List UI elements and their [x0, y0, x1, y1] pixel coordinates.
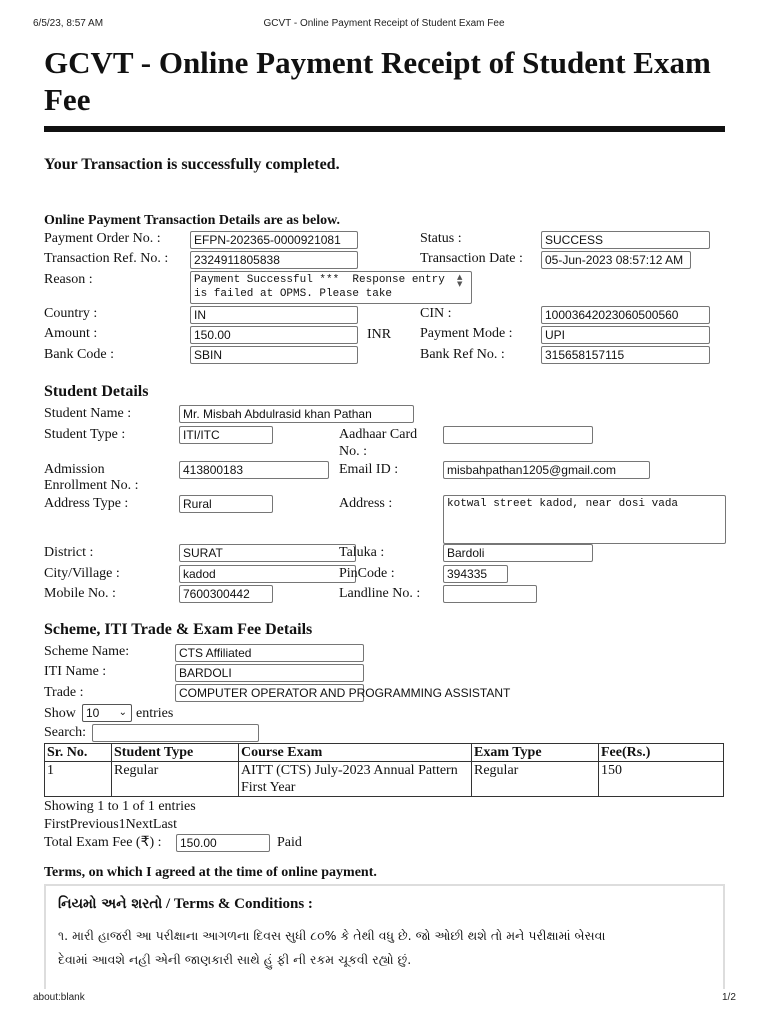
fee-table [44, 743, 724, 797]
total-fee-label: Total Exam Fee (₹) : [44, 835, 162, 850]
total-fee-field[interactable]: 150.00 [176, 834, 270, 852]
cell-student-type: Regular [112, 762, 239, 797]
scheme-heading: Scheme, ITI Trade & Exam Fee Details [44, 621, 313, 638]
table-header-row [45, 744, 724, 762]
col-course-exam[interactable]: Course Exam [239, 744, 472, 762]
iti-name-field[interactable]: BARDOLI [175, 664, 364, 682]
terms-heading: Terms, on which I agreed at the time of online payment. [44, 865, 377, 880]
terms-title [58, 896, 313, 913]
print-title: GCVT - Online Payment Receipt of Student Exam Fee [263, 18, 505, 29]
payment-heading: Online Payment Transaction Details are as below. [44, 213, 340, 228]
mobile-label: Mobile No. : [44, 586, 116, 601]
table-row [45, 762, 724, 797]
showing-entries: Showing 1 to 1 of 1 entries [44, 799, 196, 814]
aadhaar-label-2: No. : [339, 444, 367, 459]
terms-title-gujarati: નિયમો અને શરતો [58, 896, 163, 912]
admission-field[interactable]: 413800183 [179, 461, 329, 479]
address-type-label: Address Type : [44, 496, 129, 511]
show-label: Show [44, 706, 76, 721]
order-no-field[interactable]: EFPN-202365-0000921081 [190, 231, 358, 249]
txn-date-field[interactable]: 05-Jun-2023 08:57:12 AM [541, 251, 691, 269]
status-label: Status : [420, 231, 462, 246]
col-sr-no[interactable]: Sr. No. [45, 744, 112, 762]
bank-ref-field[interactable]: 315658157115 [541, 346, 710, 364]
page-title: GCVT - Online Payment Receipt of Student Exam Fee [44, 45, 711, 117]
taluka-label: Taluka : [339, 545, 385, 560]
status-field[interactable]: SUCCESS [541, 231, 710, 249]
reason-field[interactable]: Payment Successful *** Response entry is failed at OPMS. Please take [190, 271, 472, 304]
pincode-label: PinCode : [339, 566, 395, 581]
bank-code-label: Bank Code : [44, 347, 114, 362]
col-exam-type[interactable]: Exam Type [472, 744, 599, 762]
order-no-label: Payment Order No. : [44, 231, 161, 246]
terms-box [44, 884, 725, 989]
trade-label: Trade : [44, 685, 84, 700]
chevron-down-icon: ⌄ [118, 707, 127, 718]
student-name-field[interactable]: Mr. Misbah Abdulrasid khan Pathan [179, 405, 414, 423]
address-type-field[interactable]: Rural [179, 495, 273, 513]
cell-fee: 150 [599, 762, 724, 797]
txn-date-label: Transaction Date : [420, 251, 523, 266]
cell-course-exam: AITT (CTS) July-2023 Annual Pattern First Year [239, 762, 472, 797]
country-label: Country : [44, 306, 98, 321]
address-label: Address : [339, 496, 393, 511]
city-label: City/Village : [44, 566, 120, 581]
print-datetime: 6/5/23, 8:57 AM [33, 18, 104, 29]
entries-select-value: 10 [86, 706, 100, 720]
cin-label: CIN : [420, 306, 452, 321]
admission-label-2: Enrollment No. : [44, 478, 139, 493]
student-name-label: Student Name : [44, 406, 132, 421]
scheme-name-field[interactable]: CTS Affiliated [175, 644, 364, 662]
entries-label: entries [136, 706, 174, 721]
aadhaar-field[interactable] [443, 426, 593, 444]
search-input[interactable] [92, 724, 259, 742]
email-label: Email ID : [339, 462, 399, 477]
col-fee[interactable]: Fee(Rs.) [599, 744, 724, 762]
cell-exam-type: Regular [472, 762, 599, 797]
reason-label: Reason : [44, 272, 93, 287]
country-field[interactable]: IN [190, 306, 358, 324]
taluka-field[interactable]: Bardoli [443, 544, 593, 562]
district-field[interactable]: SURAT [179, 544, 356, 562]
landline-label: Landline No. : [339, 586, 421, 601]
landline-field[interactable] [443, 585, 537, 603]
txn-ref-label: Transaction Ref. No. : [44, 251, 169, 266]
col-student-type[interactable]: Student Type [112, 744, 239, 762]
mobile-field[interactable]: 7600300442 [179, 585, 273, 603]
bank-code-field[interactable]: SBIN [190, 346, 358, 364]
currency-label: INR [367, 327, 392, 342]
amount-field[interactable]: 150.00 [190, 326, 358, 344]
mode-label: Payment Mode : [420, 326, 513, 341]
success-message: Your Transaction is successfully completed. [44, 156, 340, 173]
student-type-field[interactable]: ITI/ITC [179, 426, 273, 444]
bank-ref-label: Bank Ref No. : [420, 347, 505, 362]
reason-scroll-arrows[interactable]: ▲ ▼ [457, 273, 463, 288]
paid-label: Paid [277, 835, 302, 850]
terms-line-2: દેવામાં આવશે નહી એની જાણકારી સાથે હું ફી ની રકમ ચૂકવી રહ્યો છું. [58, 952, 412, 967]
aadhaar-label-1: Aadhaar Card [339, 427, 418, 442]
mode-field[interactable]: UPI [541, 326, 710, 344]
search-label: Search: [44, 725, 86, 740]
admission-label-1: Admission [44, 462, 105, 477]
trade-field[interactable]: COMPUTER OPERATOR AND PROGRAMMING ASSISTANT [175, 684, 364, 702]
cell-sr-no: 1 [45, 762, 112, 797]
pincode-field[interactable]: 394335 [443, 565, 508, 583]
iti-name-label: ITI Name : [44, 664, 107, 679]
email-field[interactable]: misbahpathan1205@gmail.com [443, 461, 650, 479]
student-heading: Student Details [44, 383, 149, 400]
scheme-name-label: Scheme Name: [44, 644, 130, 659]
terms-title-english: / Terms & Conditions : [162, 896, 313, 912]
txn-ref-field[interactable]: 2324911805838 [190, 251, 358, 269]
print-page-number: 1/2 [722, 992, 736, 1003]
cin-field[interactable]: 10003642023060500560 [541, 306, 710, 324]
student-type-label: Student Type : [44, 427, 126, 442]
address-field[interactable]: kotwal street kadod, near dosi vada [443, 495, 726, 544]
city-field[interactable]: kadod [179, 565, 356, 583]
pagination[interactable]: FirstPrevious1NextLast [44, 817, 177, 832]
print-url: about:blank [33, 992, 85, 1003]
amount-label: Amount : [44, 326, 98, 341]
entries-select[interactable] [82, 704, 132, 722]
terms-line-1: ૧. મારી હાજરી આ પરીક્ષાના આગળના દિવસ સુધી ૮૦% કે તેથી વધુ છે. જો ઓછી થશે તો મને પરીક્ષામાં બેસવા [58, 928, 606, 943]
title-divider [44, 126, 725, 132]
district-label: District : [44, 545, 94, 560]
